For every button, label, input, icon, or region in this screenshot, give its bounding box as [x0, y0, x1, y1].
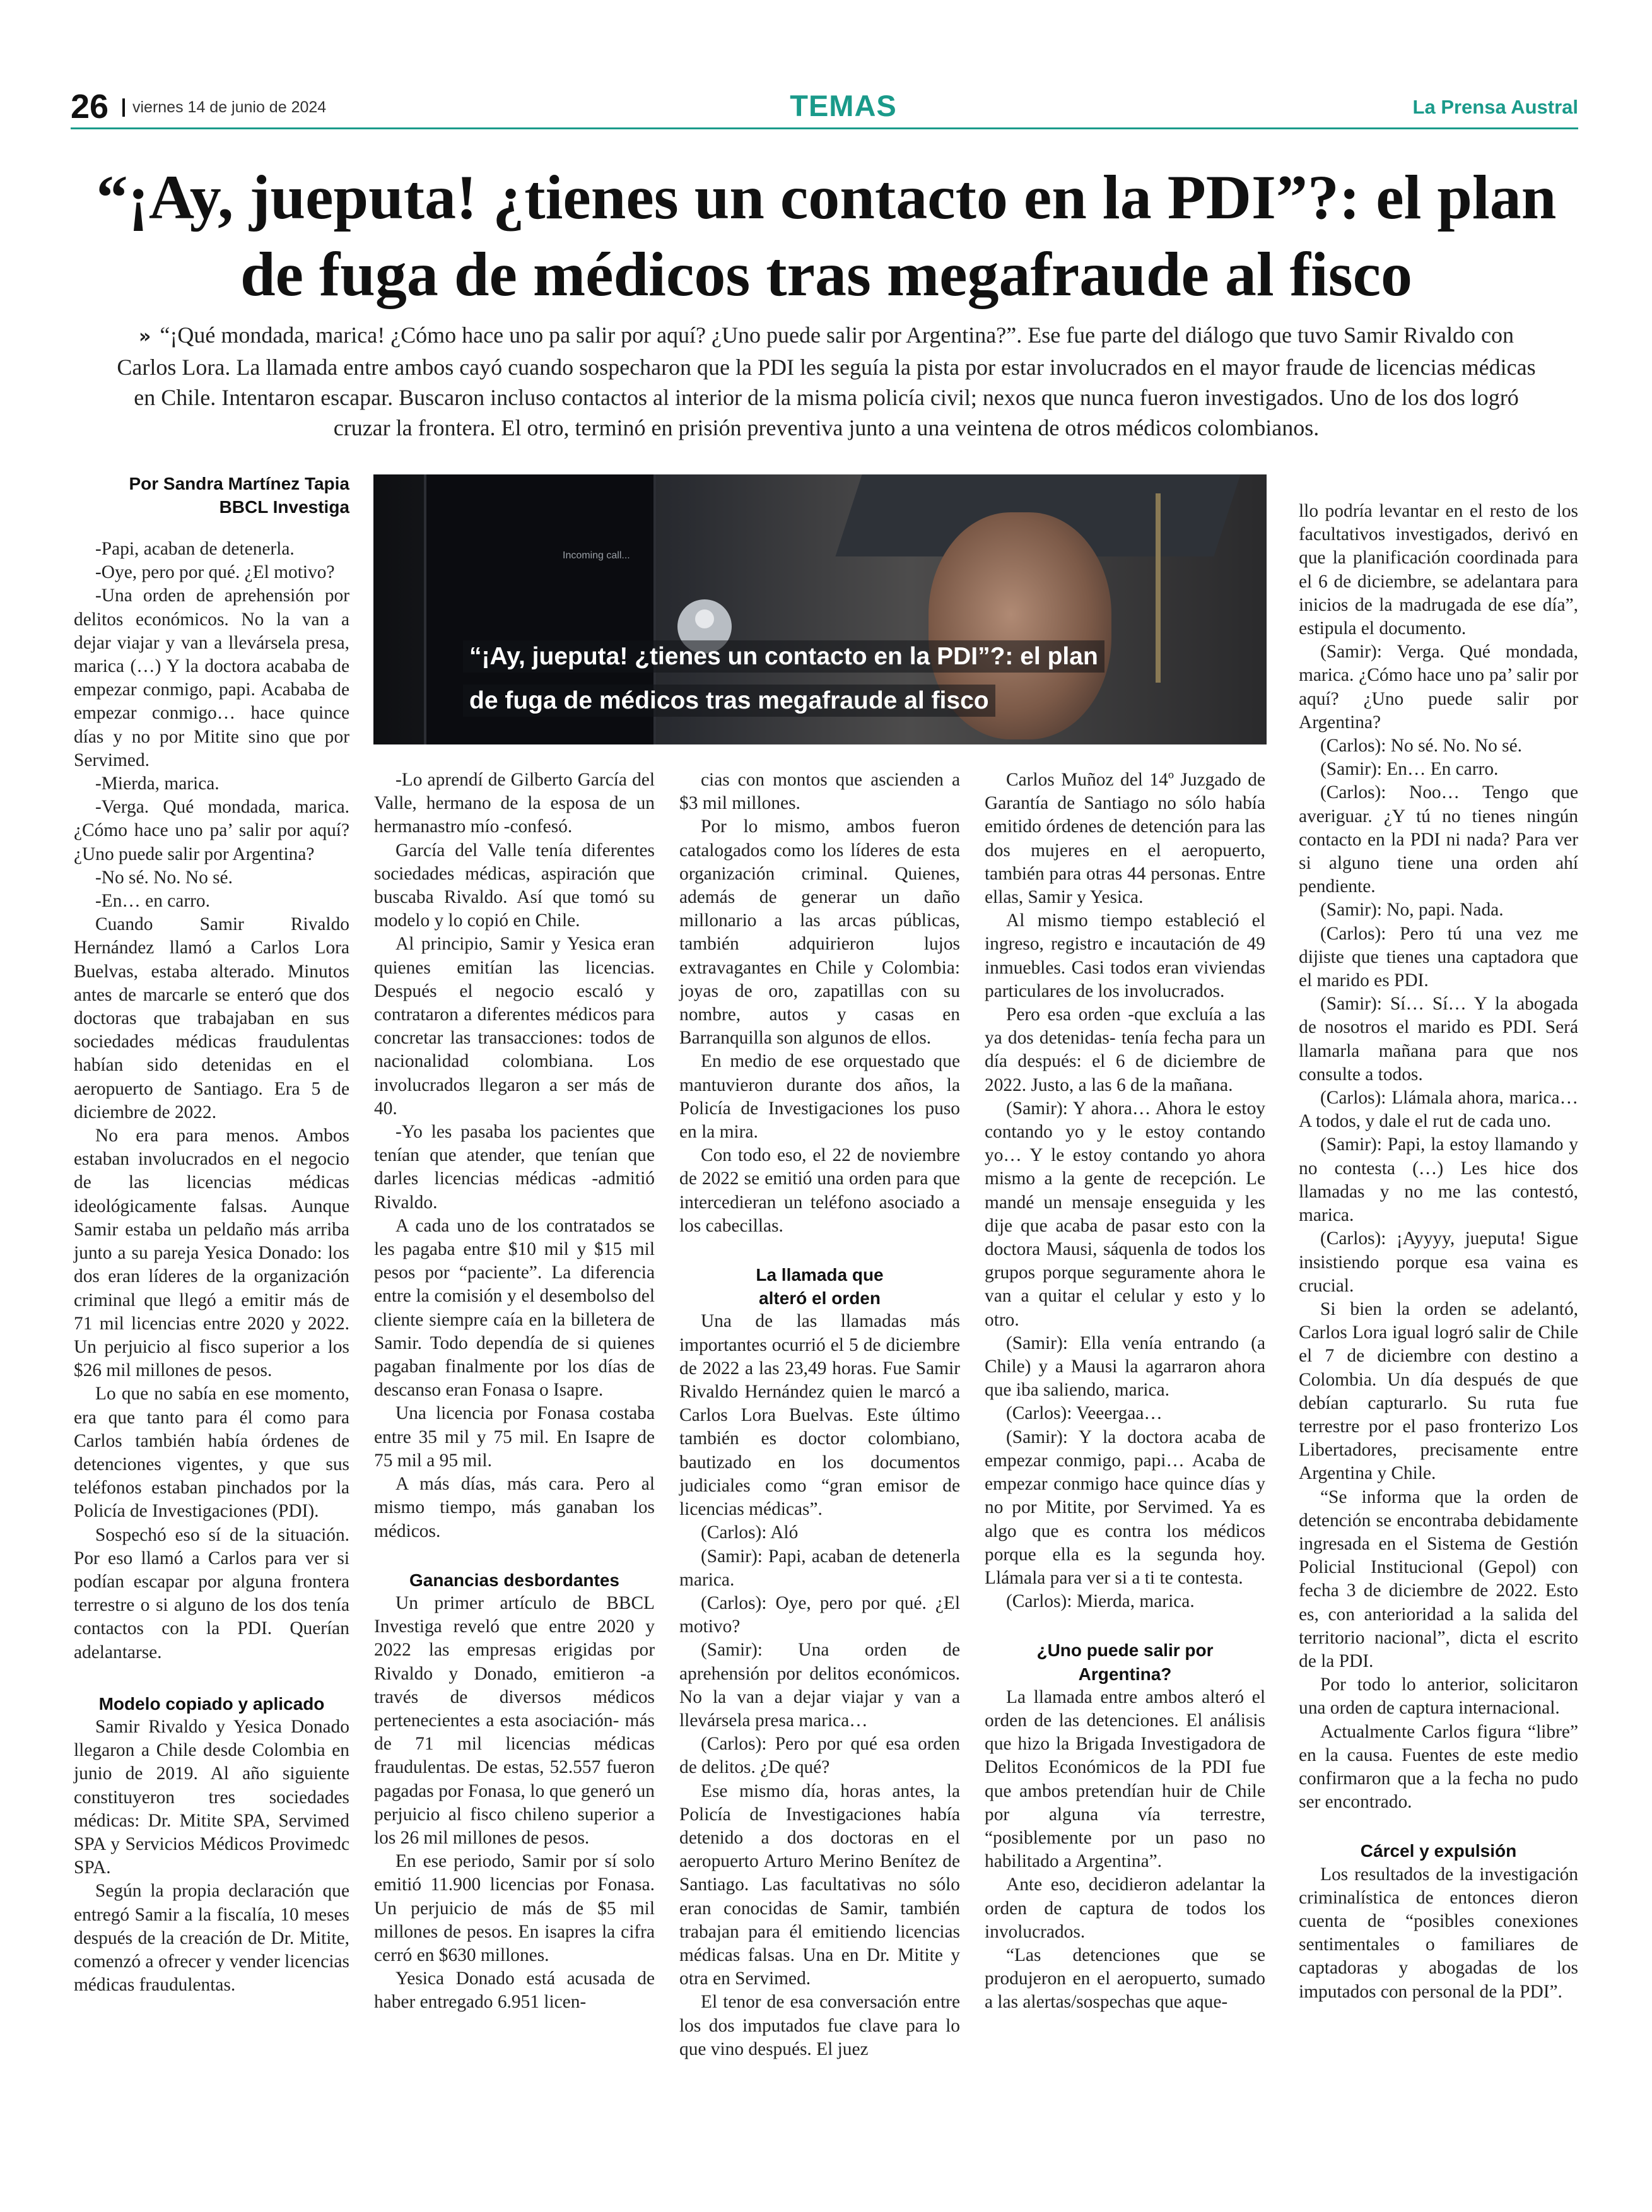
paragraph: (Samir): Una orden de aprehensión por delitos económicos. No la van a dejar viajar y van a llevársela presa marica…: [679, 1640, 960, 1731]
paragraph: llo podría levantar en el resto de los facultativos investigados, derivó en que la planificación coordinada para el 6 de diciembre, se adelantara para inicios de la madrugada de ese día”, estipula el documento.: [1299, 501, 1578, 639]
subhead-ganancias: Ganancias desbordantes: [409, 1570, 619, 1590]
paragraph: Una de las llamadas más importantes ocurrió el 5 de diciembre de 2022 a las 23,49 horas. Fue Samir Rivaldo Hernández quien le marcó a Carlos Lora Buelvas. Este último también es doctor colombiano, bautizado en los documentos judiciales como “gran emisor de licencias médicas”.: [679, 1311, 960, 1520]
paragraph: Al principio, Samir y Yesica eran quienes emitían las licencias. Después el negocio escaló y contrataron a diferentes médicos para concretar las transacciones: todos de nacionalidad colombiana. Los involucrados llegaron a ser más de 40.: [374, 934, 655, 1119]
paragraph: La llamada entre ambos alteró el orden de las detenciones. El análisis que hizo la Brigada Investigadora de Delitos Económicos de la PDI fue que ambos pretendían huir de Chile por alguna vía terrestre, “posiblemente por un paso no habilitado a Argentina”.: [985, 1686, 1265, 1872]
paragraph: Yesica Donado está acusada de haber entregado 6.951 licen-: [374, 1968, 655, 2013]
paragraph: “Las detenciones que se produjeron en el aeropuerto, sumado a las alertas/sospechas que aque-: [985, 1944, 1265, 2013]
paragraph: (Samir): Y ahora… Ahora le estoy contando yo y le estoy contando yo… Y le estoy contando yo ahora mismo a la gente de recepción. Le mandé un mensaje enseguida y les dije que acaba de pasar esto con la doctora Mausi, sáquenla de todos los grupos porque seguramente ahora le van a quitar el celular y esto y lo otro.: [985, 1098, 1265, 1330]
paragraph: Por lo mismo, ambos fueron catalogados como los líderes de esta organización criminal. Quienes, además de generar un daño millonario a las arcas públicas, también adquirieron lujos extravagantes en Chile y Colombia: joyas de oro, zapatillas con su nombre, autos y casas en Barranquilla son algunos de ellos.: [679, 816, 960, 1049]
paragraph: (Carlos): ¡Ayyyy, jueputa! Sigue insistiendo porque esa vaina es crucial.: [1299, 1228, 1578, 1296]
header-rule: [71, 127, 1578, 129]
paragraph: cias con montos que ascienden a $3 mil millones.: [679, 770, 960, 814]
paragraph: (Samir): Papi, acaban de detenerla marica.: [679, 1546, 960, 1590]
paragraph: A cada uno de los contratados se les pagaba entre $10 mil y $15 mil pesos por “paciente”. La diferencia entre la comisión y el desembolso del cliente siempre caía en la billetera de Samir. Todo dependía de si quienes pagaban finalmente por los días de descanso eran Fonasa o Isapre.: [374, 1215, 655, 1401]
paragraph: Un primer artículo de BBCL Investiga reveló que entre 2020 y 2022 las empresas erigidas por Rivaldo y Donado, emitieron -a través de diversos médicos pertenecientes a esta asociación- más de 71 mil licencias médicas fraudulentas. De estas, 52.557 fueron pagadas por Fonasa, lo que generó un perjuicio al fisco chileno superior a los 26 mil millones de pesos.: [374, 1592, 655, 1848]
paragraph: (Samir): Papi, la estoy llamando y no contesta (…) Les hice dos llamadas y no me las contestó, marica.: [1299, 1134, 1578, 1226]
paragraph: “Se informa que la orden de detención se encontraba debidamente ingresada en el Sistema de Gestión Policial Institucional (Gepol) con fecha 3 de diciembre de 2022. Esto es, con anterioridad a la salida del territorio nacional”, dicta el escrito de la PDI.: [1299, 1486, 1578, 1671]
paragraph: (Carlos): No sé. No. No sé.: [1320, 736, 1522, 756]
headline: “¡Ay, jueputa! ¿tienes un contacto en la PDI”?: el plan de fuga de médicos tras megafraude al fisco: [96, 162, 1557, 309]
issue-date: viernes 14 de junio de 2024: [122, 98, 326, 117]
byline-unit: BBCL Investiga: [219, 497, 349, 517]
paragraph: Pero esa orden -que excluía a las ya dos detenidas- tenía fecha para un día después: el 6 de diciembre de 2022. Justo, a las 6 de la mañana.: [985, 1004, 1265, 1095]
paragraph: (Carlos): Mierda, marica.: [1006, 1591, 1195, 1612]
paragraph: Lo que no sabía en ese momento, era que tanto para él como para Carlos también había órdenes de detenciones vigentes, y que sus teléfonos estaban pinchados por la Policía de Investigaciones (PDI).: [74, 1384, 349, 1522]
subhead-llamada: La llamada que alteró el orden: [756, 1265, 884, 1309]
column-3: [679, 768, 960, 2061]
paragraph: En medio de ese orquestado que mantuvieron durante dos años, la Policía de Investigaciones los puso en la mira.: [679, 1051, 960, 1143]
column-2: [374, 768, 655, 2015]
paragraph: -En… en carro.: [95, 891, 210, 912]
subhead-argentina: ¿Uno puede salir por Argentina?: [1036, 1640, 1214, 1684]
paragraph: -Papi, acaban de detenerla.: [95, 539, 295, 559]
paragraph: Por todo lo anterior, solicitaron una orden de captura internacional.: [1299, 1674, 1578, 1719]
incoming-call-text: Incoming call...: [563, 550, 630, 561]
paragraph: Al mismo tiempo estableció el ingreso, registro e incautación de 49 inmuebles. Casi todos eran viviendas particulares de los involucrados.: [985, 910, 1265, 1001]
paragraph: Ante eso, decidieron adelantar la orden de captura de todos los involucrados.: [985, 1874, 1265, 1942]
subhead-carcel: Cárcel y expulsión: [1360, 1841, 1517, 1861]
paragraph: Ese mismo día, horas antes, la Policía de Investigaciones había detenido a dos doctoras en el aeropuerto Arturo Merino Benítez de Santiago. Las facultativas no sólo eran conocidas de Samir, también trabajan para él emitiendo licencias médicas falsas. Una en Dr. Mitite y otra en Servimed.: [679, 1780, 960, 1989]
byline: [74, 472, 349, 519]
page-number: 26: [71, 88, 109, 126]
byline-author: Por Sandra Martínez Tapia: [129, 474, 349, 493]
paragraph: -Yo les pasaba los pacientes que tenían que atender, que tenían que darles licencias médicas -admitió Rivaldo.: [374, 1122, 655, 1213]
paragraph: (Samir): Verga. Qué mondada, marica. ¿Cómo hace uno pa’ salir por aquí? ¿Uno puede salir por Argentina?: [1299, 642, 1578, 732]
paragraph: (Carlos): Llámala ahora, marica… A todos, y dale el rut de cada uno.: [1299, 1088, 1578, 1132]
paragraph: Cuando Samir Rivaldo Hernández llamó a Carlos Lora Buelvas, estaba alterado. Minutos antes de marcarle se enteró que dos doctoras que trabajaban en sus sociedades médicas fraudulentas habían sido detenidas en el aeropuerto de Santiago. Era 5 de diciembre de 2022.: [74, 914, 349, 1122]
double-chevron-icon: »: [138, 326, 151, 348]
paragraph: (Samir): En… En carro.: [1320, 759, 1499, 780]
paragraph: (Samir): No, papi. Nada.: [1320, 900, 1504, 921]
paragraph: Actualmente Carlos figura “libre” en la causa. Fuentes de este medio confirmaron que a la fecha no pudo ser encontrado.: [1299, 1721, 1578, 1813]
paragraph: Sospechó eso sí de la situación. Por eso llamó a Carlos para ver si podían escapar por alguna frontera terrestre o si alguno de los dos tenía contactos con la PDI. Querían adelantarse.: [74, 1524, 349, 1662]
paragraph: (Carlos): Pero por qué esa orden de delitos. ¿De qué?: [679, 1734, 960, 1778]
paragraph: (Carlos): Oye, pero por qué. ¿El motivo?: [679, 1592, 960, 1637]
column-1: [74, 472, 349, 1997]
newspaper-name: La Prensa Austral: [1412, 96, 1578, 118]
paragraph: -Una orden de aprehensión por delitos económicos. No la van a dejar viajar y van a llevársela presa, marica (…) Y la doctora acababa de empezar conmigo, papi. Acababa de empezar conmigo… hace quince días y no por Mitite sino que por Servimed.: [74, 585, 349, 770]
paragraph: -Oye, pero por qué. ¿El motivo?: [95, 562, 335, 583]
paragraph: García del Valle tenía diferentes sociedades médicas, aspiración que buscaba Rivaldo. Así que tomó su modelo y lo copió en Chile.: [374, 840, 655, 931]
column-5: [1299, 500, 1578, 2004]
paragraph: (Samir): Sí… Sí… Y la abogada de nosotros el marido es PDI. Será llamarla mañana para que nos consulte a todos.: [1299, 994, 1578, 1085]
paragraph: -Lo aprendí de Gilberto García del Valle, hermano de la esposa de un hermanastro mío -confesó.: [374, 770, 655, 837]
page-header: [71, 87, 1578, 125]
deck: [110, 320, 1542, 443]
paragraph: -Mierda, marica.: [95, 774, 220, 794]
paragraph: Samir Rivaldo y Yesica Donado llegaron a Chile desde Colombia en junio de 2019. Al año siguiente constituyeron tres sociedades médicas: Dr. Mitite SPA, Servimed SPA y Servicios Médicos Provimedc SPA.: [74, 1716, 349, 1878]
paragraph: En ese periodo, Samir por sí solo emitió 11.900 licencias por Fonasa. Un perjuicio de más de $5 mil millones de pesos. En isapres la cifra cerró en $630 millones.: [374, 1851, 655, 1965]
paragraph: (Carlos): Pero tú una vez me dijiste que tienes una captadora que el marido es PDI.: [1299, 923, 1578, 991]
paragraph: (Carlos): Aló: [701, 1522, 799, 1543]
paragraph: (Samir): Y la doctora acaba de empezar conmigo, papi… Acaba de empezar conmigo hace quince días y no por Mitite, por Servimed. Ya es algo que es contra los médicos porque ella es la segunda hoy. Llámala para ver si a ti te contesta.: [985, 1427, 1265, 1588]
paragraph: -No sé. No. No sé.: [95, 867, 233, 888]
photo-caption: “¡Ay, jueputa! ¿tienes un contacto en la PDI”?: el plan de fuga de médicos tras megafraude al fisco: [454, 631, 1115, 727]
paragraph: A más días, más cara. Pero al mismo tiempo, más ganaban los médicos.: [374, 1474, 655, 1541]
paragraph: Si bien la orden se adelantó, Carlos Lora igual logró salir de Chile el 7 de diciembre con destino a Colombia. Un día después de que debían capturarlo. Su ruta fue terrestre por el paso fronterizo Los Libertadores, precisamente entre Argentina y Chile.: [1299, 1298, 1578, 1484]
paragraph: Con todo eso, el 22 de noviembre de 2022 se emitió una orden para que intercedieran un teléfono asociado a los cabecillas.: [679, 1145, 960, 1236]
subhead-modelo: Modelo copiado y aplicado: [98, 1693, 325, 1714]
paragraph: Una licencia por Fonasa costaba entre 35 mil y 75 mil. En Isapre de 75 mil a 95 mil.: [374, 1403, 655, 1471]
column-4: [985, 768, 1265, 2015]
section-name: TEMAS: [790, 89, 897, 122]
paragraph: -Verga. Qué mondada, marica. ¿Cómo hace uno pa’ salir por aquí? ¿Uno puede salir por Argentina?: [74, 797, 349, 864]
paragraph: Carlos Muñoz del 14º Juzgado de Garantía de Santiago no sólo había emitido órdenes de detención para las dos mujeres en el aeropuerto, también para otras 44 personas. Entre ellas, Samir y Yesica.: [985, 770, 1265, 908]
paragraph: Los resultados de la investigación criminalística de entonces dieron cuenta de “posibles conexiones sentimentales o familiares de captadoras y abogadas de los imputados con personal de la PDI”.: [1299, 1864, 1578, 2002]
lead-photo: [373, 474, 1267, 744]
paragraph: Según la propia declaración que entregó Samir a la fiscalía, 10 meses después de la creación de Dr. Mitite, comenzó a ofrecer y vender licencias médicas fraudulentas.: [74, 1881, 349, 1996]
paragraph: (Samir): Ella venía entrando (a Chile) y a Mausi la agarraron ahora que iba saliendo, marica.: [985, 1332, 1265, 1401]
paragraph: (Carlos): Veeergaa…: [1006, 1403, 1163, 1424]
paragraph: (Carlos): Noo… Tengo que averiguar. ¿Y tú no tienes ningún contacto en la PDI ni nada? Para ver si alguno tiene una orden ahí pendiente.: [1299, 782, 1578, 897]
paragraph: No era para menos. Ambos estaban involucrados en el negocio de las licencias médicas ideológicamente falsas. Aunque Samir estaba un peldaño más arriba junto a su pareja Yesica Donado: los dos eran líderes de la organización criminal que llegó a emitir más de 71 mil licencias entre 2020 y 2022. Un perjuicio al fisco superior a los $26 mil millones de pesos.: [74, 1126, 349, 1381]
paragraph: El tenor de esa conversación entre los dos imputados fue clave para lo que vino después. El juez: [679, 1992, 960, 2059]
deck-text: “¡Qué mondada, marica! ¿Cómo hace uno pa salir por aquí? ¿Uno puede salir por Argentina?”. Ese fue parte del diálogo que tuvo Samir Rivaldo con Carlos Lora. La llamada entre ambos cayó cuando sospecharon que la PDI les seguía la pista por estar involucrados en el mayor fraude de licencias médicas en Chile. Intentaron escapar. Buscaron incluso contactos al interior de la misma policía civil; nexos que nunca fueron investigados. Uno de los dos logró cruzar la frontera. El otro, terminó en prisión preventiva junto a una veintena de otros médicos colombianos.: [117, 322, 1536, 440]
